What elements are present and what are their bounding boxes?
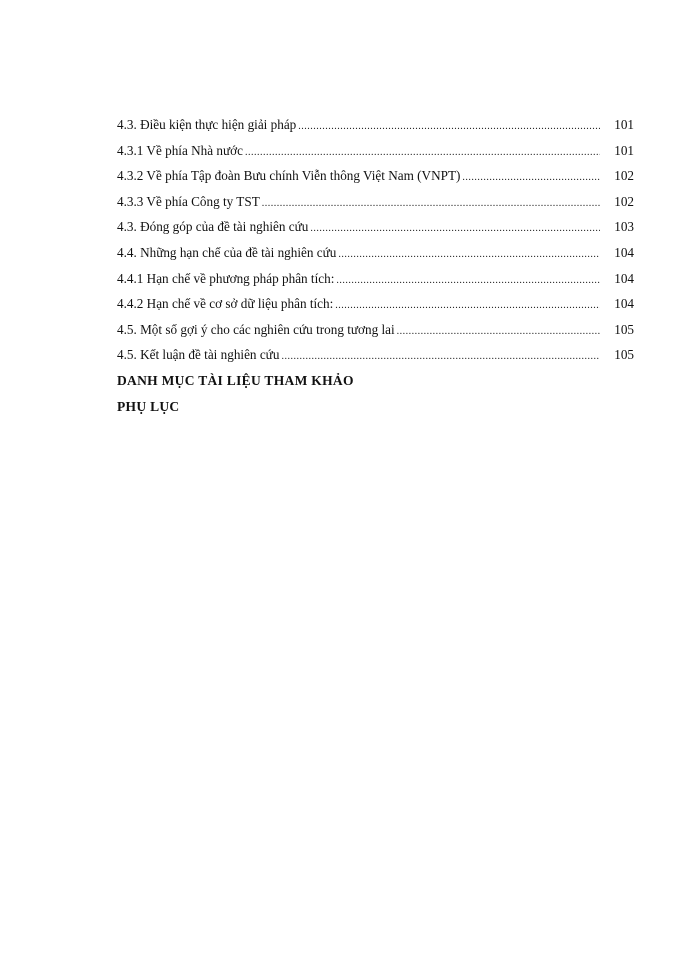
toc-entry-title: 4.5. Kết luận đề tài nghiên cứu (117, 347, 280, 363)
toc-entry[interactable] (117, 138, 634, 164)
toc-entry-page: 104 (614, 270, 634, 286)
toc-dot-leader (281, 344, 600, 370)
toc-dot-leader (245, 140, 600, 166)
toc-entry-page: 101 (614, 117, 634, 132)
toc-entry[interactable] (117, 112, 634, 138)
toc-entry[interactable] (117, 163, 634, 189)
toc-entry-title: 4.4.1 Hạn chế về phương pháp phân tích: (117, 270, 335, 286)
toc-entry-page: 102 (614, 168, 634, 184)
toc-heading-appendix[interactable]: PHỤ LỤC (117, 398, 180, 414)
toc-entry-title: 4.3. Đóng góp của đề tài nghiên cứu (117, 219, 309, 235)
table-of-contents (117, 112, 634, 420)
toc-dot-leader (462, 165, 600, 191)
toc-entry[interactable] (117, 189, 634, 215)
toc-entry-page: 105 (614, 347, 634, 363)
toc-entry-title: 4.3.1 Về phía Nhà nước (117, 142, 243, 158)
toc-entry-page: 101 (614, 142, 634, 158)
toc-heading-references[interactable]: DANH MỤC TÀI LIỆU THAM KHẢO (117, 372, 354, 388)
toc-entry-page: 102 (614, 193, 634, 209)
toc-entry-page: 104 (614, 244, 634, 260)
toc-entry-page: 104 (614, 296, 634, 312)
toc-entry-title: 4.3. Điều kiện thực hiện giải pháp (117, 117, 297, 132)
toc-entry-title: 4.5. Một số gợi ý cho các nghiên cứu trong tương lai (117, 321, 395, 337)
toc-entry[interactable] (117, 266, 634, 292)
toc-entry-title: 4.4.2 Hạn chế về cơ sở dữ liệu phân tích: (117, 296, 334, 312)
toc-entry[interactable] (117, 342, 634, 368)
toc-dot-leader (298, 114, 600, 140)
toc-entry[interactable] (117, 317, 634, 343)
toc-entry-title: 4.3.3 Về phía Công ty TST (117, 193, 260, 209)
toc-entry-page: 103 (614, 219, 634, 235)
toc-entry[interactable] (117, 240, 634, 266)
toc-dot-leader (310, 216, 600, 242)
toc-entry-page: 105 (614, 321, 634, 337)
toc-dot-leader (335, 293, 600, 319)
toc-dot-leader (262, 191, 600, 217)
toc-dot-leader (397, 319, 600, 345)
toc-entry-title: 4.4. Những hạn chế của đề tài nghiên cứu (117, 244, 337, 260)
toc-entry-title: 4.3.2 Về phía Tập đoàn Bưu chính Viễn thông Việt Nam (VNPT) (117, 168, 461, 184)
toc-entry[interactable] (117, 214, 634, 240)
toc-dot-leader (338, 242, 600, 268)
toc-dot-leader (336, 268, 600, 294)
toc-entry[interactable] (117, 291, 634, 317)
